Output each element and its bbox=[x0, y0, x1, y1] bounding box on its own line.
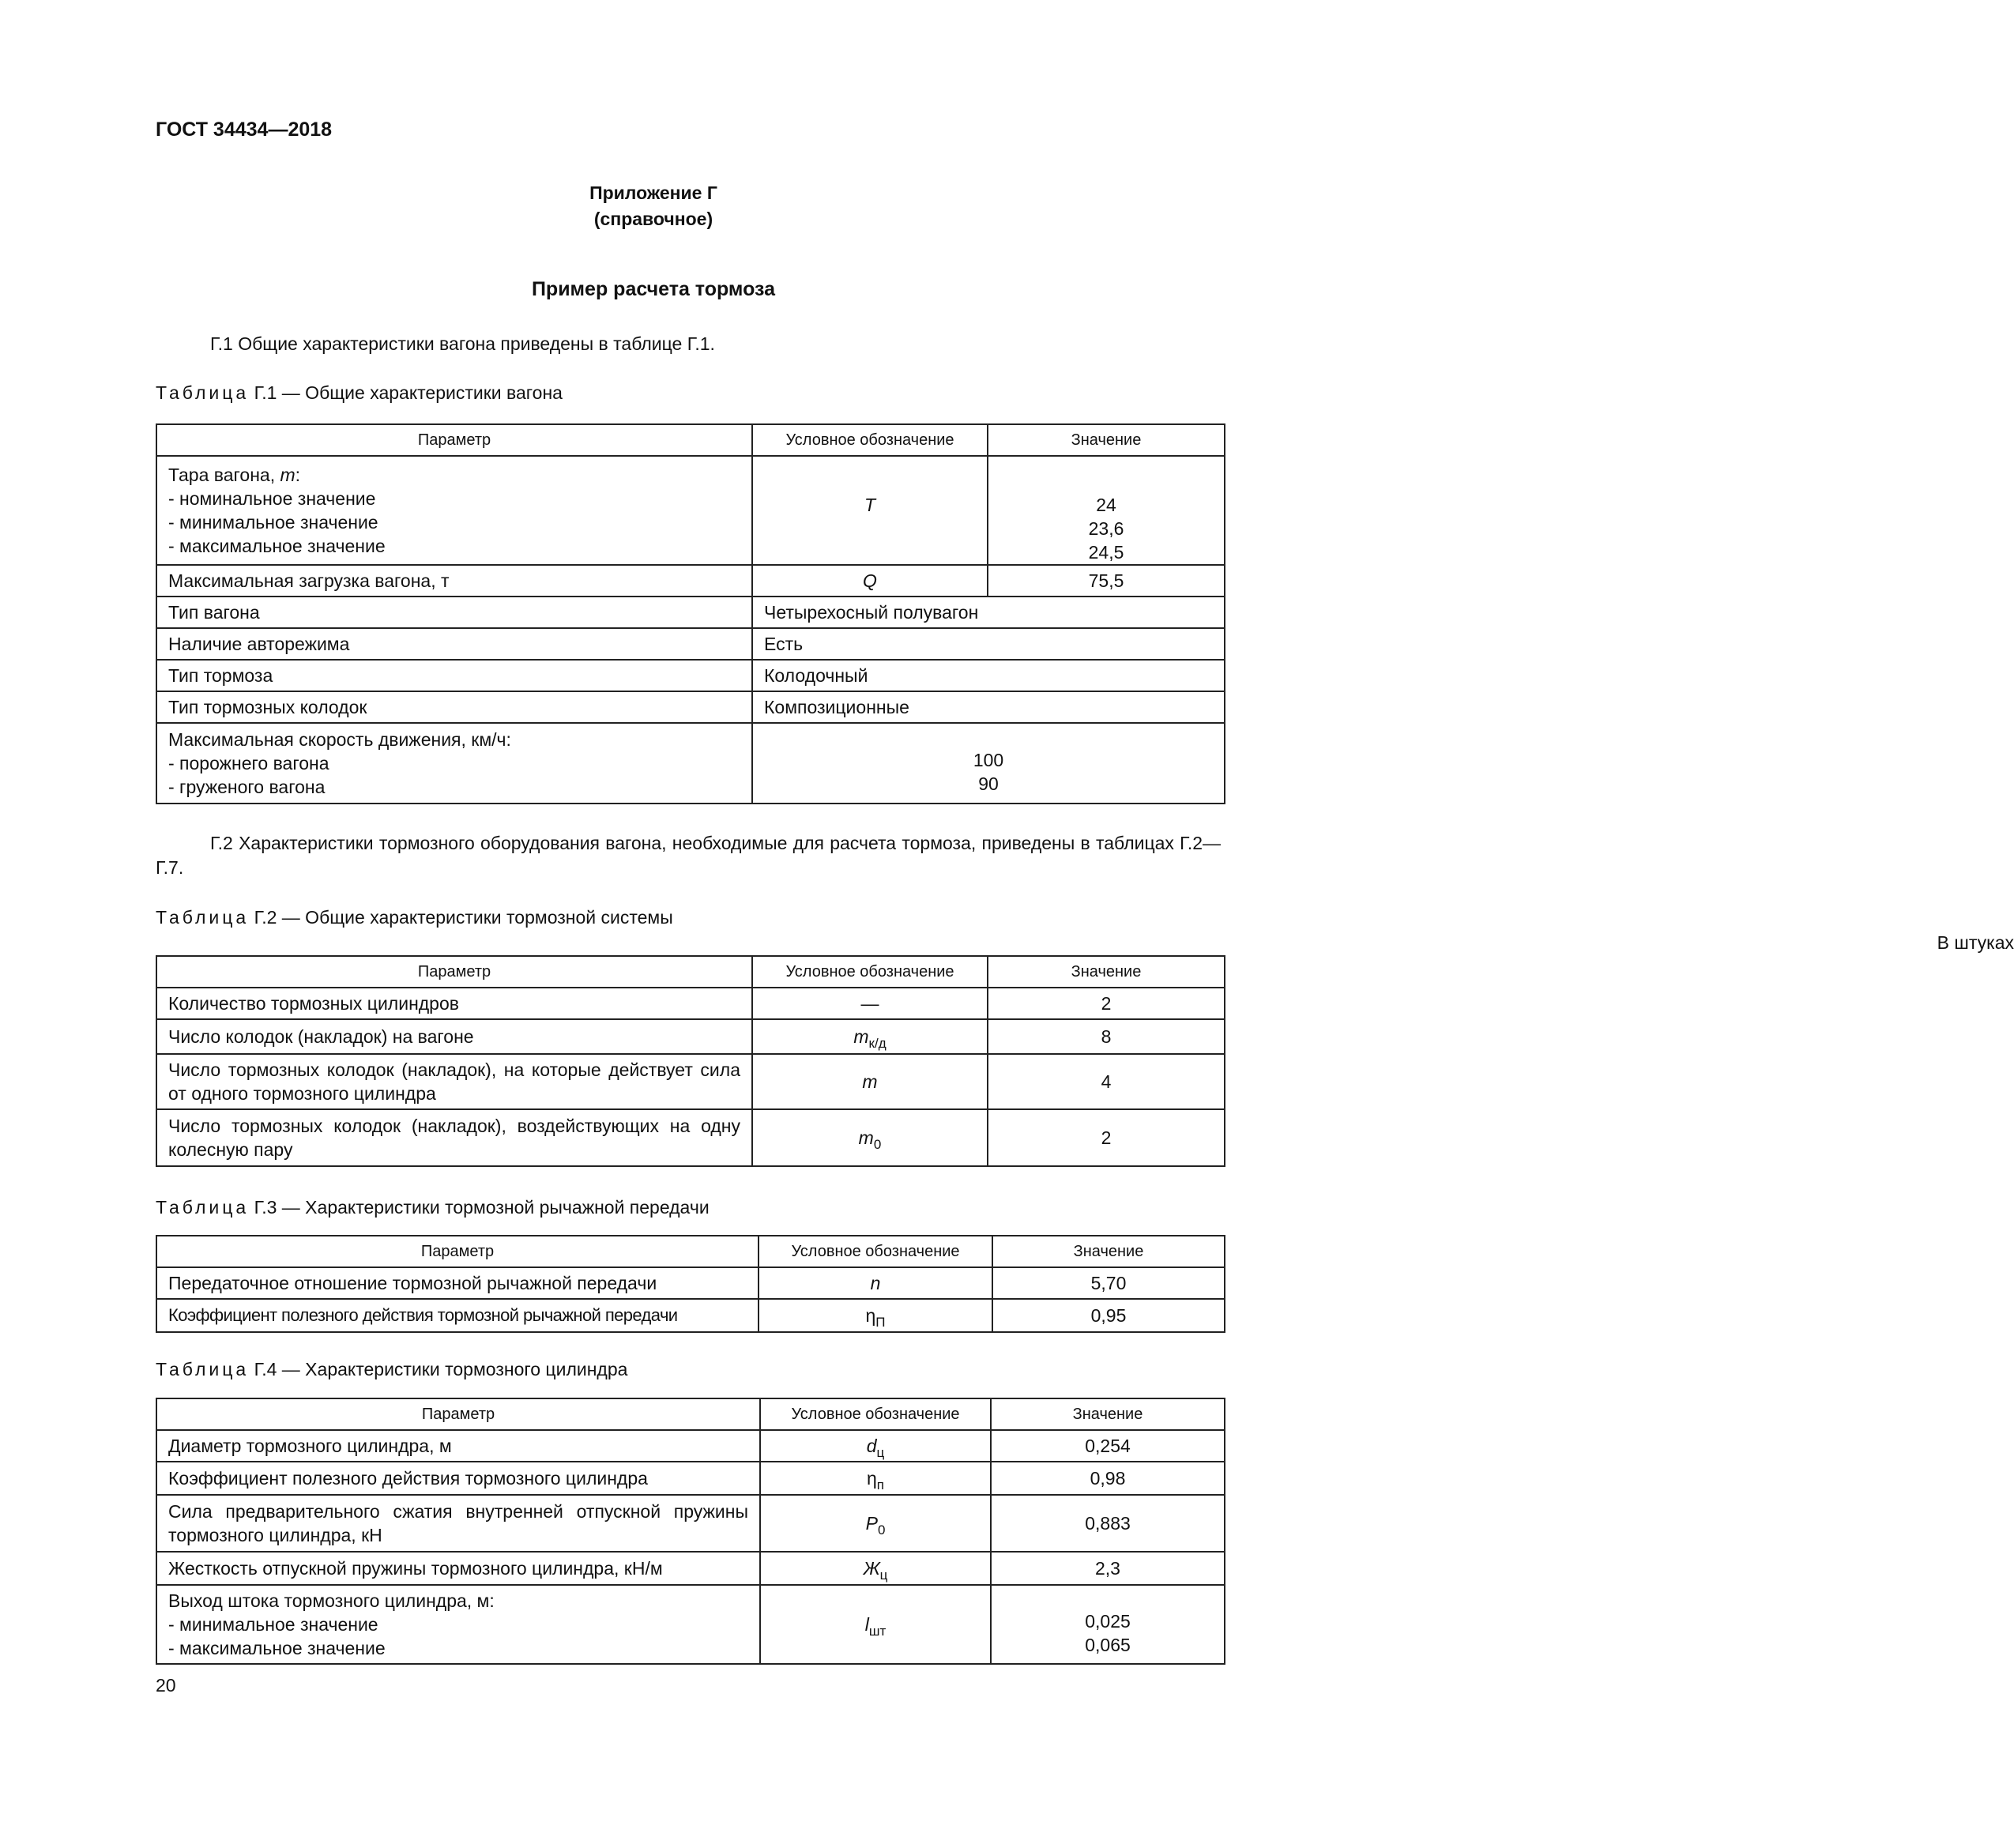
param-text: Выход штока тормозного цилиндра, м: bbox=[168, 1590, 495, 1611]
table-row bbox=[156, 1267, 1225, 1299]
table-g3-caption bbox=[156, 1197, 710, 1218]
table-header-row bbox=[156, 424, 1225, 456]
symbol-text: m bbox=[862, 1071, 878, 1092]
value-text: 24 bbox=[1096, 495, 1116, 515]
symbol-text: η bbox=[866, 1468, 877, 1489]
table-row bbox=[156, 1109, 1225, 1166]
caption-text: Г.3 — Характеристики тормозной рычажной передачи bbox=[254, 1197, 710, 1218]
param-cell: Максимальная загрузка вагона, т bbox=[156, 565, 752, 597]
symbol-cell: — bbox=[752, 988, 988, 1019]
param-subitem: - минимальное значение bbox=[168, 512, 378, 533]
header-symbol: Условное обозначение bbox=[752, 956, 988, 988]
value-text: 90 bbox=[978, 773, 999, 794]
value-text: 100 bbox=[973, 750, 1004, 770]
header-parameter: Параметр bbox=[156, 1236, 759, 1267]
header-value: Значение bbox=[988, 424, 1225, 456]
symbol-cell bbox=[760, 1552, 991, 1585]
table-row bbox=[156, 988, 1225, 1019]
symbol-cell bbox=[760, 1430, 991, 1462]
symbol-cell bbox=[752, 565, 988, 597]
table-g1-caption bbox=[156, 382, 563, 404]
symbol-subscript: ц bbox=[879, 1568, 888, 1583]
value-cell: 0,883 bbox=[991, 1495, 1225, 1552]
header-value: Значение bbox=[988, 956, 1225, 988]
table-header-row bbox=[156, 956, 1225, 988]
unit-note: В штуках bbox=[1937, 932, 2014, 953]
table-row bbox=[156, 1054, 1225, 1109]
caption-word: Таблица bbox=[156, 1197, 250, 1218]
table-g2-caption bbox=[156, 907, 673, 928]
param-cell: Тип тормозных колодок bbox=[156, 691, 752, 723]
param-cell: Тип вагона bbox=[156, 597, 752, 628]
table-row bbox=[156, 456, 1225, 565]
value-cell: 0,95 bbox=[992, 1299, 1225, 1332]
table-row bbox=[156, 628, 1225, 660]
symbol-text: η bbox=[865, 1305, 876, 1326]
table-g2 bbox=[156, 955, 1225, 1167]
param-subitem: - максимальное значение bbox=[168, 1638, 386, 1658]
symbol-cell bbox=[760, 1462, 991, 1495]
table-g3 bbox=[156, 1235, 1225, 1333]
param-cell: Число тормозных колодок (накладок), на которые действует сила от одного тормозного цилиндра bbox=[156, 1054, 752, 1109]
symbol-subscript: 0 bbox=[877, 1522, 886, 1537]
value-cell: 2 bbox=[988, 1109, 1225, 1166]
value-cell: 4 bbox=[988, 1054, 1225, 1109]
value-cell: 2,3 bbox=[991, 1552, 1225, 1585]
caption-word: Таблица bbox=[156, 382, 250, 403]
value-cell: Колодочный bbox=[752, 660, 1225, 691]
header-parameter: Параметр bbox=[156, 956, 752, 988]
section-title: Пример расчета тормоза bbox=[531, 278, 776, 300]
param-subitem: - номинальное значение bbox=[168, 488, 376, 509]
table-row bbox=[156, 565, 1225, 597]
symbol-subscript: к/д bbox=[868, 1036, 887, 1051]
symbol-subscript: П bbox=[875, 1315, 886, 1330]
value-cell bbox=[752, 723, 1225, 804]
table-g4-caption bbox=[156, 1359, 627, 1380]
table-g4 bbox=[156, 1398, 1225, 1665]
param-cell: Диаметр тормозного цилиндра, м bbox=[156, 1430, 760, 1462]
symbol-subscript: шт bbox=[868, 1624, 887, 1639]
caption-text: Г.1 — Общие характеристики вагона bbox=[254, 382, 563, 403]
table-row bbox=[156, 723, 1225, 804]
symbol-cell bbox=[752, 456, 988, 565]
symbol-cell bbox=[752, 1109, 988, 1166]
value-cell: 0,98 bbox=[991, 1462, 1225, 1495]
param-cell: Наличие авторежима bbox=[156, 628, 752, 660]
value-text: 24,5 bbox=[1088, 542, 1124, 563]
header-symbol: Условное обозначение bbox=[752, 424, 988, 456]
symbol-text: P bbox=[865, 1513, 878, 1534]
appendix-type: (справочное) bbox=[593, 209, 713, 229]
symbol-text: l bbox=[864, 1614, 869, 1635]
symbol-cell bbox=[760, 1585, 991, 1664]
param-cell: Сила предварительного сжатия внутренней отпускной пружины тормозного цилиндра, кН bbox=[156, 1495, 760, 1552]
table-row bbox=[156, 660, 1225, 691]
table-row bbox=[156, 1430, 1225, 1462]
symbol-text: Q bbox=[863, 570, 877, 591]
symbol-text: Ж bbox=[863, 1558, 880, 1579]
param-text-colon: : bbox=[295, 465, 301, 485]
value-cell: 5,70 bbox=[992, 1267, 1225, 1299]
header-symbol: Условное обозначение bbox=[759, 1236, 992, 1267]
header-value: Значение bbox=[991, 1398, 1225, 1430]
symbol-subscript: 0 bbox=[873, 1137, 882, 1152]
param-cell: Тип тормоза bbox=[156, 660, 752, 691]
param-subitem: - груженого вагона bbox=[168, 777, 326, 797]
param-symbol: m bbox=[280, 465, 296, 485]
header-parameter: Параметр bbox=[156, 424, 752, 456]
value-text: 0,065 bbox=[1085, 1635, 1131, 1655]
param-cell: Число тормозных колодок (накладок), воздействующих на одну колесную пару bbox=[156, 1109, 752, 1166]
param-cell: Передаточное отношение тормозной рычажной передачи bbox=[156, 1267, 759, 1299]
value-cell: 8 bbox=[988, 1019, 1225, 1054]
param-cell: Число колодок (накладок) на вагоне bbox=[156, 1019, 752, 1054]
param-cell: Коэффициент полезного действия тормозного цилиндра bbox=[156, 1462, 760, 1495]
table-row bbox=[156, 597, 1225, 628]
caption-text: Г.2 — Общие характеристики тормозной системы bbox=[254, 907, 673, 928]
param-cell bbox=[156, 456, 752, 565]
header-parameter: Параметр bbox=[156, 1398, 760, 1430]
header-symbol: Условное обозначение bbox=[760, 1398, 991, 1430]
param-subitem: - максимальное значение bbox=[168, 536, 386, 556]
param-cell bbox=[156, 1585, 760, 1664]
value-cell: Есть bbox=[752, 628, 1225, 660]
symbol-subscript: п bbox=[876, 1477, 884, 1492]
header-value: Значение bbox=[992, 1236, 1225, 1267]
value-cell: Четырехосный полувагон bbox=[752, 597, 1225, 628]
symbol-cell bbox=[760, 1495, 991, 1552]
value-text: 23,6 bbox=[1088, 518, 1124, 539]
symbol-cell bbox=[752, 1054, 988, 1109]
symbol-subscript: ц bbox=[876, 1445, 885, 1460]
value-cell bbox=[988, 456, 1225, 565]
paragraph-g2: Г.2 Характеристики тормозного оборудования вагона, необходимые для расчета тормоза, приведены в таблицах Г.2—Г.7. bbox=[156, 833, 1221, 878]
symbol-text: T bbox=[864, 495, 876, 515]
param-cell: Количество тормозных цилиндров bbox=[156, 988, 752, 1019]
param-subitem: - минимальное значение bbox=[168, 1614, 378, 1635]
param-text: Максимальная скорость движения, км/ч: bbox=[168, 729, 511, 750]
document-header: ГОСТ 34434—2018 bbox=[156, 119, 333, 141]
symbol-cell bbox=[759, 1299, 992, 1332]
value-cell: 75,5 bbox=[988, 565, 1225, 597]
param-cell: Жесткость отпускной пружины тормозного цилиндра, кН/м bbox=[156, 1552, 760, 1585]
value-cell: Композиционные bbox=[752, 691, 1225, 723]
table-row bbox=[156, 1495, 1225, 1552]
table-header-row bbox=[156, 1236, 1225, 1267]
param-cell bbox=[156, 723, 752, 804]
table-g1 bbox=[156, 423, 1225, 804]
symbol-cell bbox=[759, 1267, 992, 1299]
table-header-row bbox=[156, 1398, 1225, 1430]
caption-word: Таблица bbox=[156, 907, 250, 928]
caption-text: Г.4 — Характеристики тормозного цилиндра bbox=[254, 1359, 628, 1379]
symbol-text: n bbox=[870, 1273, 881, 1293]
appendix-heading bbox=[0, 180, 1307, 232]
symbol-text: m bbox=[858, 1127, 874, 1148]
value-cell: 2 bbox=[988, 988, 1225, 1019]
value-cell: 0,254 bbox=[991, 1430, 1225, 1462]
value-text: 0,025 bbox=[1085, 1611, 1131, 1632]
param-text: Тара вагона, bbox=[168, 465, 280, 485]
table-row bbox=[156, 1552, 1225, 1585]
table-row bbox=[156, 1585, 1225, 1664]
param-cell: Коэффициент полезного действия тормозной рычажной передачи bbox=[156, 1299, 759, 1332]
param-subitem: - порожнего вагона bbox=[168, 753, 329, 773]
paragraph-g1: Г.1 Общие характеристики вагона приведены в таблице Г.1. bbox=[210, 333, 715, 354]
symbol-text: m bbox=[853, 1026, 869, 1047]
table-row bbox=[156, 1019, 1225, 1054]
symbol-text: d bbox=[866, 1436, 877, 1456]
table-row bbox=[156, 1299, 1225, 1332]
caption-word: Таблица bbox=[156, 1359, 250, 1379]
page-number: 20 bbox=[156, 1675, 176, 1696]
appendix-title: Приложение Г bbox=[589, 183, 717, 203]
symbol-cell bbox=[752, 1019, 988, 1054]
value-cell bbox=[991, 1585, 1225, 1664]
table-row bbox=[156, 691, 1225, 723]
table-row bbox=[156, 1462, 1225, 1495]
